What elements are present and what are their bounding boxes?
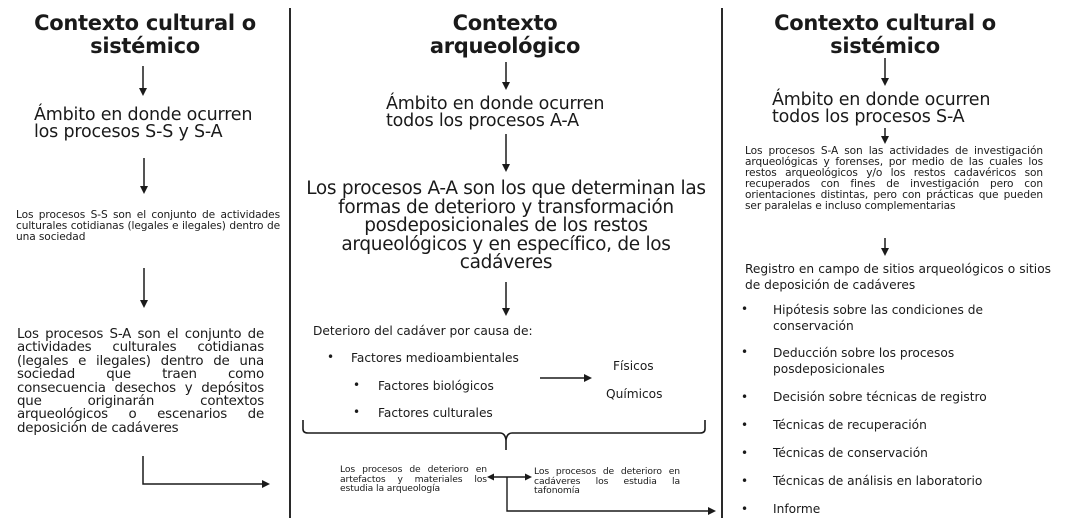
bullet-icon: • [327, 350, 335, 364]
arrow-down-icon [501, 134, 511, 172]
bullet-icon: • [741, 502, 749, 516]
step-item: Técnicas de conservación [773, 446, 928, 460]
bullet-icon: • [741, 446, 749, 460]
step-item: Informe [773, 502, 821, 516]
center-title [400, 12, 610, 58]
arrow-down-icon [139, 268, 149, 308]
arrow-down-icon [880, 128, 890, 144]
right-sa-description: Los procesos S-A son las actividades de investigación arqueológicas y forenses, por medio de las cuales los restos arqueológicos y/o los restos cadavéricos son recuperados con fines de investigación pero con orientaciones distintas, pero con prácticas que pueden ser paralelas e incluso complementarias [745, 145, 1043, 212]
arrow-down-icon [139, 158, 149, 194]
factor-item: Factores biológicos [378, 379, 494, 393]
bullet-icon: • [741, 474, 749, 488]
step-item: Técnicas de análisis en laboratorio [773, 474, 983, 488]
arrow-down-icon [138, 66, 148, 96]
center-aa-description: Los procesos A-A son los que determinan las formas de deterioro y transformación posdeposicionales de los restos arqueológicos y en específico, de los cadáveres [306, 178, 706, 273]
center-title-line2: arqueológico [429, 34, 581, 58]
bullet-icon: • [353, 378, 361, 392]
center-ambito: Ámbito en donde ocurren todos los procesos A-A [386, 94, 605, 131]
deterioro-heading: Deterioro del cadáver por causa de: [313, 324, 533, 338]
step-item: Decisión sobre técnicas de registro [773, 390, 987, 404]
registro-text: Registro en campo de sitios arqueológicos o sitios de deposición de cadáveres [745, 262, 1051, 292]
center-title-line1: Contexto [452, 11, 558, 35]
arqueologia-note: Los procesos de deterioro en artefactos y materiales los estudia la arqueología [340, 464, 487, 495]
step-item: Hipótesis sobre las condiciones de conservación [773, 303, 983, 333]
column-divider-left [289, 8, 291, 518]
bullet-icon: • [741, 345, 749, 359]
left-ss-description: Los procesos S-S son el conjunto de actividades culturales cotidianas (legales e ilegales) dentro de una sociedad [16, 209, 280, 243]
step-item: Deducción sobre los procesos posdeposicionales [773, 346, 955, 376]
factor-result-fisicos: Físicos [613, 359, 654, 373]
column-divider-right [721, 8, 723, 518]
right-title: Contexto cultural o sistémico [774, 11, 996, 58]
bullet-icon: • [741, 418, 749, 432]
arrow-down-icon [501, 282, 511, 316]
left-sa-description: Los procesos S-A son el conjunto de actividades culturales cotidianas (legales e ilegales) dentro de una sociedad que traen como consecuencia desechos y depósitos que originarán contextos arqueológicos o escenarios de deposición de cadáveres [17, 327, 264, 436]
arrow-right-elbow-icon [140, 456, 270, 496]
bullet-icon: • [741, 302, 749, 316]
bullet-icon: • [741, 390, 749, 404]
step-item: Técnicas de recuperación [773, 418, 927, 432]
factor-item: Factores medioambientales [351, 351, 519, 365]
curly-brace-icon [300, 420, 710, 456]
left-title: Contexto cultural o sistémico [34, 11, 256, 58]
arrow-down-icon [880, 238, 890, 256]
factor-item: Factores culturales [378, 406, 493, 420]
bullet-icon: • [353, 405, 361, 419]
factor-result-quimicos: Químicos [606, 387, 663, 401]
tafonomia-note: Los procesos de deterioro en cadáveres los estudia la tafonomía [534, 466, 680, 497]
arrow-down-icon [501, 62, 511, 90]
right-ambito: Ámbito en donde ocurren todos los procesos S-A [772, 90, 991, 127]
arrow-right-icon [540, 373, 592, 383]
arrow-down-icon [880, 58, 890, 86]
left-ambito: Ámbito en donde ocurren los procesos S-S y S-A [34, 105, 253, 142]
